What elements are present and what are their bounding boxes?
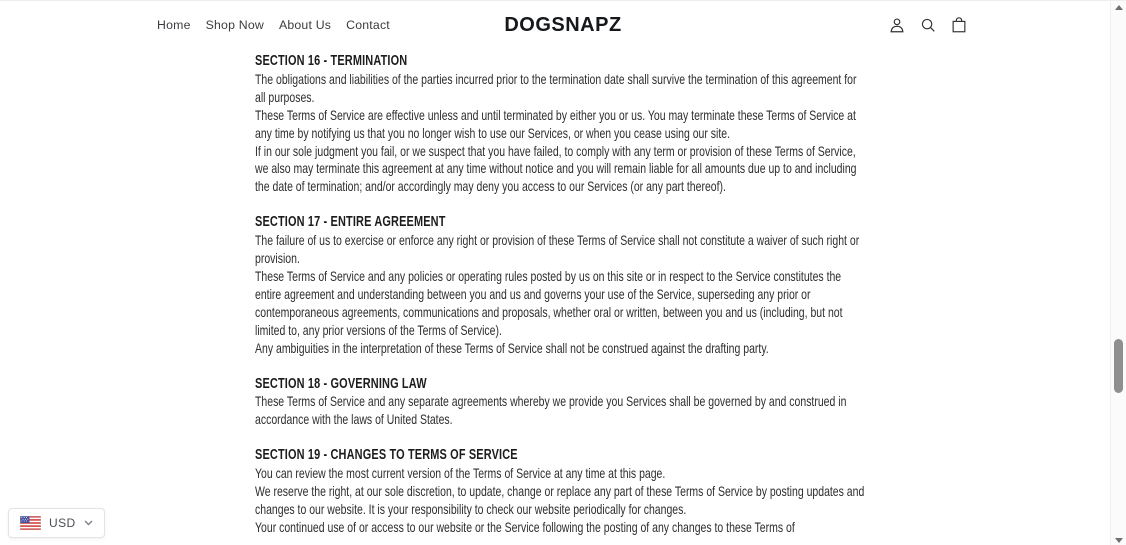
search-icon[interactable] [918, 15, 938, 35]
site-logo[interactable]: DOGSNAPZ [504, 13, 622, 36]
nav-item-home[interactable]: Home [157, 18, 191, 32]
section-paragraph: If in our sole judgment you fail, or we suspect that you have failed, to comply with any term or provision of these Terms of Service, we also may terminate this agreement at any time without notice and you will remain liable for all amounts due up to and including the date of termination; and/or accordingly may deny you access to our Services (or any part thereof). [255, 143, 857, 195]
terms-section-19 [255, 447, 865, 537]
nav-item-shop-now[interactable]: Shop Now [205, 18, 264, 32]
nav-item-contact[interactable]: Contact [346, 18, 390, 32]
chevron-down-icon [84, 520, 93, 526]
currency-code-label: USD [49, 516, 76, 530]
header-icons [887, 15, 969, 35]
currency-selector[interactable] [8, 508, 105, 538]
account-icon[interactable] [887, 15, 907, 35]
section-paragraph: Your continued use of or access to our website or the Service following the posting of any changes to these Terms of [255, 519, 795, 535]
terms-section-18 [255, 376, 865, 430]
section-heading: SECTION 19 - CHANGES TO TERMS OF SERVICE [255, 447, 518, 464]
header-container [157, 1, 969, 49]
scroll-down-arrow[interactable] [1111, 534, 1126, 545]
section-paragraph: The failure of us to exercise or enforce any right or provision of these Terms of Service shall not constitute a waiver of such right or provision. [255, 233, 860, 267]
cart-icon[interactable] [949, 15, 969, 35]
us-flag-icon [20, 516, 41, 530]
site-header [0, 1, 1126, 49]
terms-section-16 [255, 53, 865, 196]
section-paragraph: We reserve the right, at our sole discretion, to update, change or replace any part of these Terms of Service by posting updates and changes to our website. It is your responsibility to check our website periodically for changes. [255, 484, 865, 517]
section-heading: SECTION 16 - TERMINATION [255, 53, 408, 69]
main-nav [157, 18, 390, 32]
section-heading: SECTION 18 - GOVERNING LAW [255, 375, 427, 392]
terms-section-17 [255, 214, 865, 357]
scroll-up-arrow[interactable] [1111, 1, 1126, 13]
section-paragraph: These Terms of Service are effective unless and until terminated by either you or us. You may terminate these Terms of Service at any time by notifying us that you no longer wish to use our Services, or when you cease using our site. [255, 107, 856, 141]
terms-content [255, 49, 865, 537]
scrollbar-thumb[interactable] [1114, 339, 1123, 393]
nav-item-about-us[interactable]: About Us [278, 18, 332, 32]
section-paragraph: These Terms of Service and any policies or operating rules posted by us on this site or in respect to the Service constitutes the entire agreement and understanding between you and us and governs your use of the Service, superseding any prior or contemporaneous agreements, communications and proposals, whether oral or written, between you and us (including, but not limited to, any prior versions of the Terms of Service). [255, 268, 843, 338]
section-paragraph: These Terms of Service and any separate agreements whereby we provide you Services shall be governed by and construed in accordance with the laws of United States. [255, 394, 847, 428]
section-heading: SECTION 17 - ENTIRE AGREEMENT [255, 214, 446, 231]
section-paragraph: You can review the most current version of the Terms of Service at any time at this page. [255, 466, 666, 482]
section-paragraph: Any ambiguities in the interpretation of these Terms of Service shall not be construed against the drafting party. [255, 340, 769, 356]
section-paragraph: The obligations and liabilities of the parties incurred prior to the termination date shall survive the termination of this agreement for all purposes. [255, 71, 857, 105]
scrollbar[interactable] [1110, 1, 1126, 545]
